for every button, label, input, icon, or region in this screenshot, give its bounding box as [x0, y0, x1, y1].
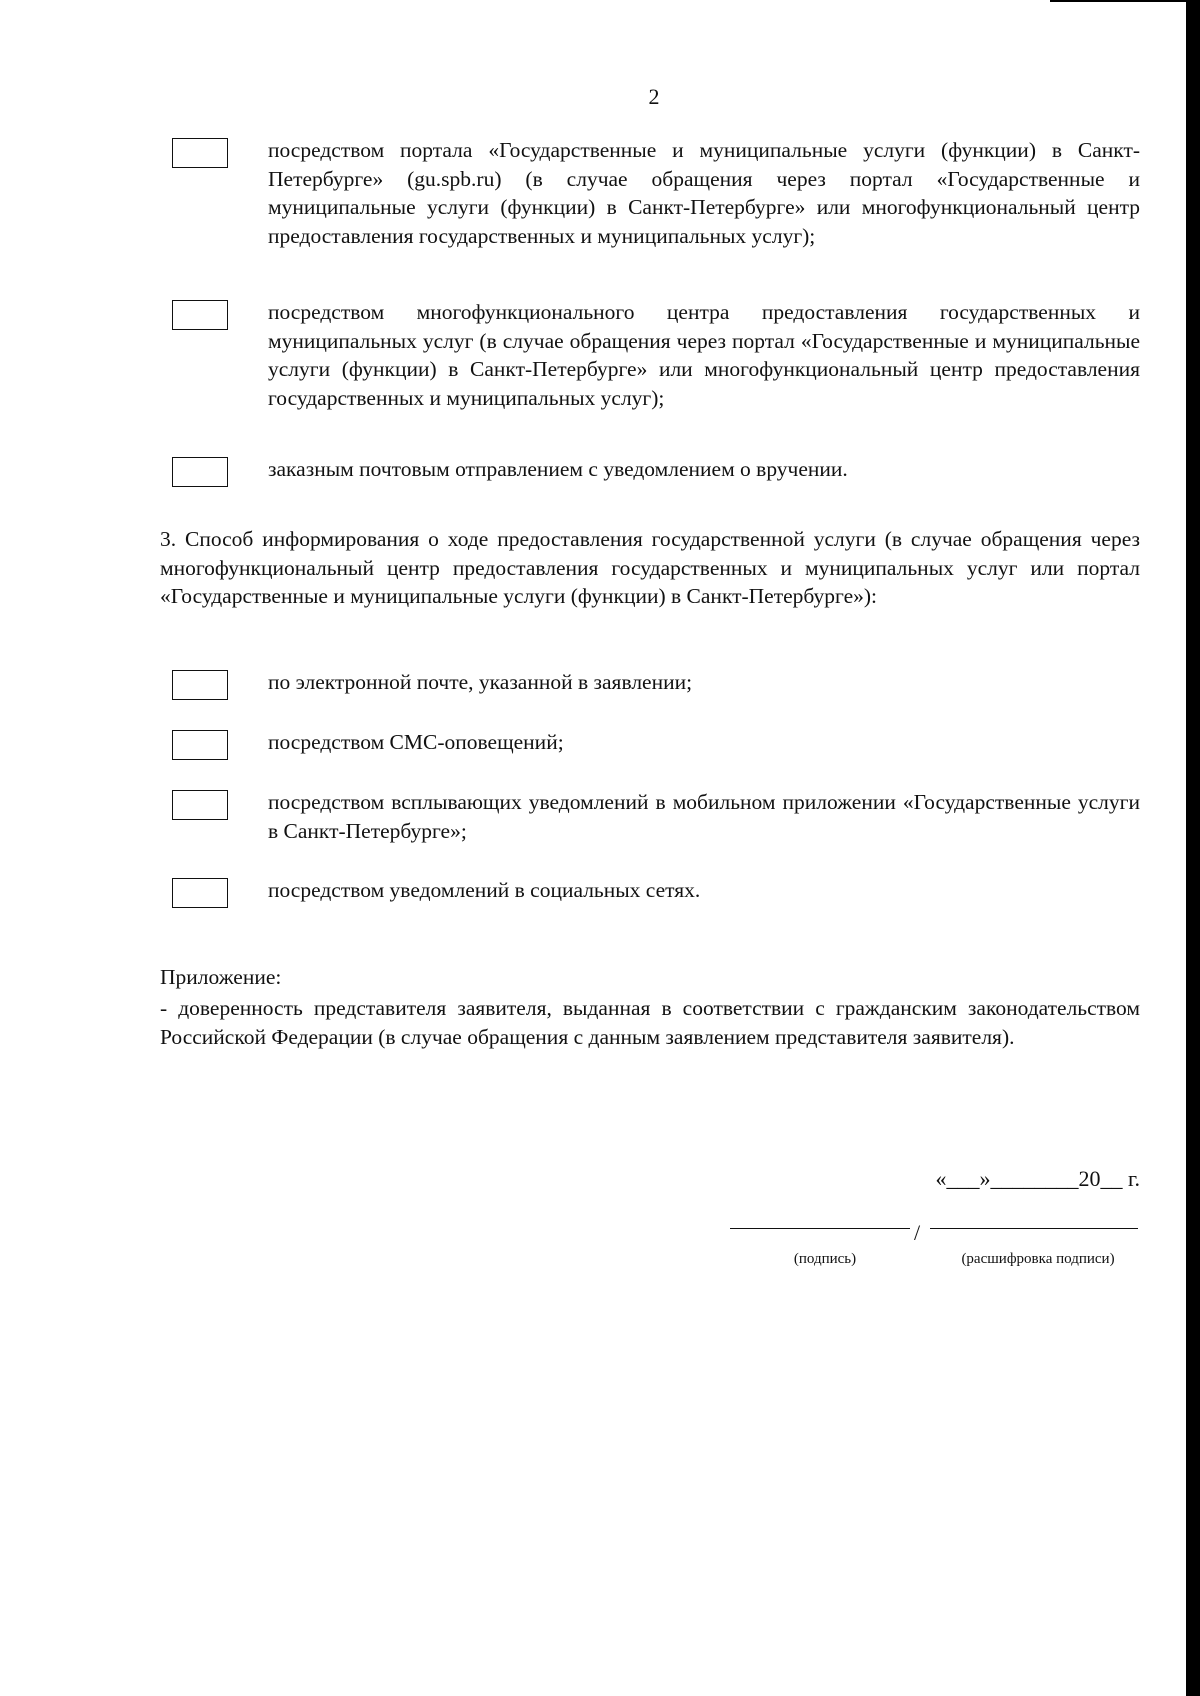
section-3-heading: 3. Способ информирования о ходе предоставления государственной услуги (в случае обращения через многофункциональный центр предоставления государственных и муниципальных услуг или портал «Государственные и муниципальные услуги (функции) в Санкт-Петербурге»):	[160, 527, 1140, 608]
notify-option-email	[172, 668, 1140, 708]
signature-caption: (подпись)	[793, 1251, 857, 1267]
signature-line[interactable]	[730, 1228, 910, 1229]
delivery-mail-checkbox[interactable]	[172, 457, 228, 487]
delivery-option-portal	[172, 136, 1140, 286]
notify-option-push	[172, 788, 1140, 858]
notify-sms-checkbox[interactable]	[172, 730, 228, 760]
notify-option-social	[172, 876, 1140, 916]
appendix-text: - доверенность представителя заявителя, выданная в соответствии с гражданским законодательством Российской Федерации (в случае обращения с данным заявлением представителя заявителя).	[160, 996, 1140, 1049]
signature-decoding-line[interactable]	[930, 1228, 1138, 1229]
notify-social-checkbox[interactable]	[172, 878, 228, 908]
delivery-portal-checkbox[interactable]	[172, 138, 228, 168]
notify-option-sms	[172, 728, 1140, 768]
delivery-option-text: посредством многофункционального центра предоставления государственных и муниципальных услуг (в случае обращения через портал «Государственные и муниципальные услуги (функции) в Санкт-Петербурге» или многофункциональный центр предоставления государственных и муниципальных услуг);	[268, 300, 1140, 410]
appendix-title: Приложение:	[160, 965, 282, 989]
delivery-option-mfc	[172, 298, 1140, 448]
scan-edge-top	[1050, 0, 1200, 2]
signature-slash: /	[914, 1220, 921, 1245]
date-line: «___»________20__ г.	[935, 1166, 1140, 1191]
signature-decoding-caption: (расшифровка подписи)	[961, 1251, 1115, 1267]
notify-option-text: по электронной почте, указанной в заявлении;	[268, 670, 693, 694]
notify-push-checkbox[interactable]	[172, 790, 228, 820]
page-number: 2	[648, 84, 660, 109]
notify-option-text: посредством уведомлений в социальных сетях.	[268, 878, 701, 902]
scan-edge-right	[1186, 0, 1200, 1696]
delivery-option-text: заказным почтовым отправлением с уведомлением о вручении.	[268, 457, 848, 481]
delivery-option-mail	[172, 455, 1140, 495]
notify-option-text: посредством всплывающих уведомлений в мобильном приложении «Государственные услуги в Санкт-Петербурге»;	[268, 790, 1140, 843]
notify-option-text: посредством СМС-оповещений;	[268, 730, 564, 754]
delivery-option-text: посредством портала «Государственные и муниципальные услуги (функции) в Санкт-Петербурге» (gu.spb.ru) (в случае обращения через портал «Государственные и муниципальные услуги (функции) в Санкт-Петербурге» или многофункциональный центр предоставления государственных и муниципальных услуг);	[268, 138, 1140, 248]
notify-email-checkbox[interactable]	[172, 670, 228, 700]
delivery-mfc-checkbox[interactable]	[172, 300, 228, 330]
